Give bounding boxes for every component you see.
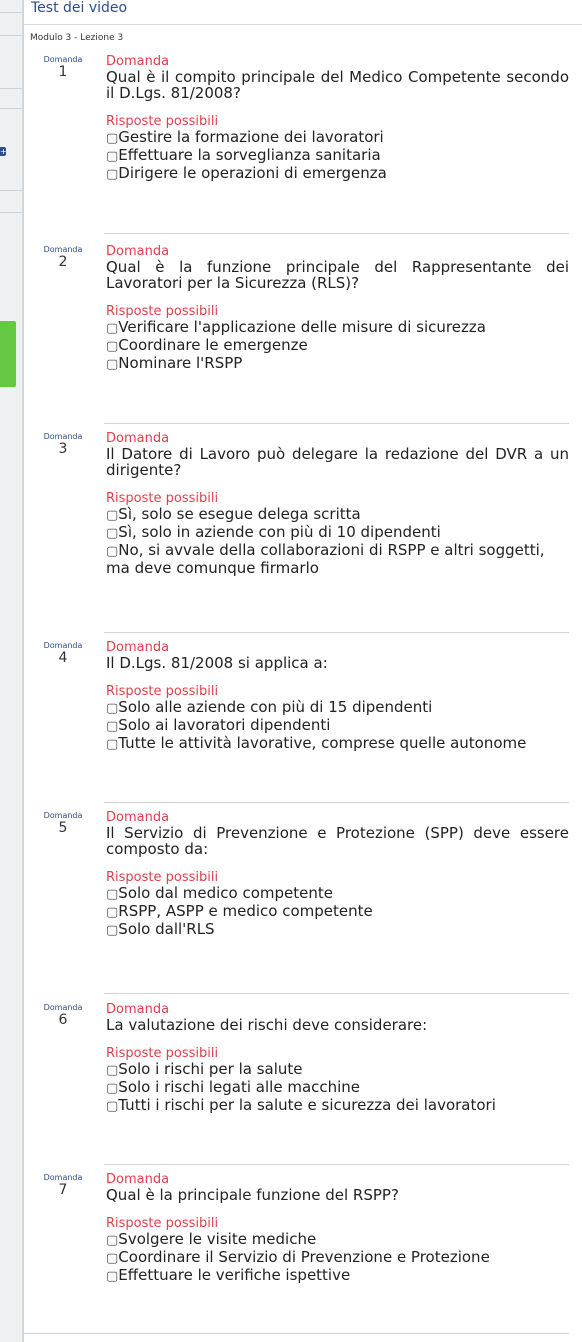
answer-text: Solo alle aziende con più di 15 dipendenti [118,698,433,716]
question-body [106,432,569,576]
checkbox-icon[interactable]: ▢ [106,508,119,523]
answers-header: Risposte possibili [106,304,219,319]
answer-option[interactable] [106,1231,569,1249]
question-separator [104,993,569,994]
question-body [106,811,569,939]
question-side-label: Domanda [43,641,83,650]
main-panel [23,0,582,1342]
answers-header: Risposte possibili [106,1216,219,1231]
sidebar-divider [0,212,22,213]
answer-option[interactable] [106,147,569,165]
question-text: Qual è la funzione principale del Rappresentante dei Lavoratori per la Sicurezza (RLS)? [106,258,569,292]
bottom-divider [24,1333,569,1334]
answer-text: Coordinare le emergenze [118,336,308,354]
question-number: 7 [58,1182,68,1198]
question-number-box [24,811,102,836]
answer-option[interactable] [106,1267,569,1285]
question-header: Domanda [106,640,170,655]
answers-block [106,1217,569,1285]
question-text: Qual è il compito principale del Medico Competente secondo il D.Lgs. 81/2008? [106,68,569,102]
question-block [24,811,582,939]
checkbox-icon[interactable]: ▢ [106,149,119,164]
question-header: Domanda [106,1002,170,1017]
answer-option[interactable] [106,524,569,542]
breadcrumb: Modulo 3 - Lezione 3 [30,33,124,43]
answer-list [106,506,569,576]
question-block [24,641,582,753]
answer-option[interactable] [106,129,569,147]
checkbox-icon[interactable]: ▢ [106,737,119,752]
answer-option[interactable] [106,903,569,921]
question-text: Il D.Lgs. 81/2008 si applica a: [106,654,328,672]
question-text: Qual è la principale funzione del RSPP? [106,1186,399,1204]
question-body [106,55,569,183]
question-block [24,55,582,183]
answer-text: Solo ai lavoratori dipendenti [118,716,331,734]
checkbox-icon[interactable]: ▢ [106,526,119,541]
question-body [106,245,569,373]
question-number: 6 [58,1012,68,1028]
checkbox-icon[interactable]: ▢ [106,339,119,354]
answer-option[interactable] [106,506,569,524]
question-header: Domanda [106,810,170,825]
answer-list [106,129,569,183]
checkbox-icon[interactable]: ▢ [106,887,119,902]
question-number-box [24,245,102,270]
answer-option[interactable] [106,1079,569,1097]
answer-text: Effettuare la sorveglianza sanitaria [118,146,381,164]
answer-option[interactable] [106,885,569,903]
question-text: Il Datore di Lavoro può delegare la redazione del DVR a un dirigente? [106,445,569,479]
question-body [106,641,569,753]
sidebar-divider [0,88,22,89]
answer-option[interactable] [106,699,569,717]
answer-text: Effettuare le verifiche ispettive [118,1266,351,1284]
answer-text: Solo dal medico competente [118,884,333,902]
answer-list [106,699,569,753]
answer-text: RSPP, ASPP e medico competente [118,902,373,920]
answers-header: Risposte possibili [106,870,219,885]
checkbox-icon[interactable]: ▢ [106,701,119,716]
answer-option[interactable] [106,921,569,939]
answer-option[interactable] [106,165,569,183]
answer-text: Solo dall'RLS [118,920,215,938]
answer-text: Tutte le attività lavorative, comprese quelle autonome [118,734,527,752]
plus-icon[interactable]: + [0,147,7,156]
answer-text: Coordinare il Servizio di Prevenzione e Protezione [118,1248,490,1266]
question-number-box [24,432,102,457]
answer-option[interactable] [106,355,569,373]
question-text: La valutazione dei rischi deve considerare: [106,1016,428,1034]
answer-option[interactable] [106,1097,569,1115]
sidebar [0,0,23,1342]
sidebar-divider [0,108,22,109]
answers-block [106,685,569,753]
question-header: Domanda [106,1172,170,1187]
question-number-box [24,641,102,666]
checkbox-icon[interactable]: ▢ [106,321,119,336]
answer-option[interactable] [106,542,569,576]
checkbox-icon[interactable]: ▢ [106,167,119,182]
question-separator [104,423,569,424]
answers-header: Risposte possibili [106,114,219,129]
question-block [24,245,582,373]
answer-text: Sì, solo in aziende con più di 10 dipendenti [118,523,441,541]
checkbox-icon[interactable]: ▢ [106,1063,119,1078]
question-separator [104,233,569,234]
checkbox-icon[interactable]: ▢ [106,1081,119,1096]
answer-text: Dirigere le operazioni di emergenza [118,164,387,182]
checkbox-icon[interactable]: ▢ [106,1233,119,1248]
question-side-label: Domanda [43,1173,83,1182]
question-number-box [24,1173,102,1198]
question-number-box [24,1003,102,1028]
answer-text: Solo i rischi per la salute [118,1060,303,1078]
question-number: 5 [58,820,68,836]
question-block [24,1003,582,1115]
answer-text: Verificare l'applicazione delle misure di sicurezza [118,318,486,336]
answers-block [106,1047,569,1115]
question-side-label: Domanda [43,432,83,441]
question-separator [104,802,569,803]
answer-text: Solo i rischi legati alle macchine [118,1078,361,1096]
checkbox-icon[interactable]: ▢ [106,1099,119,1114]
answer-text: No, si avvale della collaborazioni di RSPP e altri soggetti, ma deve comunque firmarlo [106,541,545,577]
question-side-label: Domanda [43,1003,83,1012]
answer-text: Gestire la formazione dei lavoratori [118,128,384,146]
checkbox-icon[interactable]: ▢ [106,357,119,372]
progress-marker [0,321,16,387]
question-header: Domanda [106,244,170,259]
question-separator [104,1164,569,1165]
question-separator [104,632,569,633]
answer-option[interactable] [106,1249,569,1267]
question-side-label: Domanda [43,811,83,820]
question-header: Domanda [106,431,170,446]
answers-header: Risposte possibili [106,491,219,506]
answers-header: Risposte possibili [106,1046,219,1061]
checkbox-icon[interactable]: ▢ [106,923,119,938]
page-title: Test dei video [24,0,582,25]
checkbox-icon[interactable]: ▢ [106,131,119,146]
question-number: 1 [58,64,68,80]
question-number: 2 [58,254,68,270]
question-body [106,1173,569,1285]
question-number: 3 [58,441,68,457]
answers-block [106,871,569,939]
answer-text: Sì, solo se esegue delega scritta [118,505,361,523]
checkbox-icon[interactable]: ▢ [106,719,119,734]
answers-header: Risposte possibili [106,684,219,699]
answer-option[interactable] [106,337,569,355]
answer-option[interactable] [106,735,569,753]
question-side-label: Domanda [43,245,83,254]
answer-list [106,885,569,939]
question-body [106,1003,569,1115]
checkbox-icon[interactable]: ▢ [106,905,119,920]
question-text: Il Servizio di Prevenzione e Protezione (SPP) deve essere composto da: [106,824,569,858]
answers-block [106,115,569,183]
answer-option[interactable] [106,319,569,337]
question-number-box [24,55,102,80]
question-block [24,432,582,576]
sidebar-divider [0,12,22,13]
answers-block [106,305,569,373]
question-side-label: Domanda [43,55,83,64]
sidebar-divider [0,190,22,191]
question-number: 4 [58,650,68,666]
answer-list [106,319,569,373]
checkbox-icon[interactable]: ▢ [106,1251,119,1266]
answer-option[interactable] [106,1061,569,1079]
question-block [24,1173,582,1285]
answers-block [106,492,569,576]
checkbox-icon[interactable]: ▢ [106,1269,119,1284]
question-header: Domanda [106,54,170,69]
answer-list [106,1061,569,1115]
sidebar-divider [0,35,22,36]
answer-text: Svolgere le visite mediche [118,1230,317,1248]
answer-list [106,1231,569,1285]
answer-text: Nominare l'RSPP [118,354,243,372]
answer-text: Tutti i rischi per la salute e sicurezza dei lavoratori [118,1096,496,1114]
answer-option[interactable] [106,717,569,735]
checkbox-icon[interactable]: ▢ [106,544,119,559]
